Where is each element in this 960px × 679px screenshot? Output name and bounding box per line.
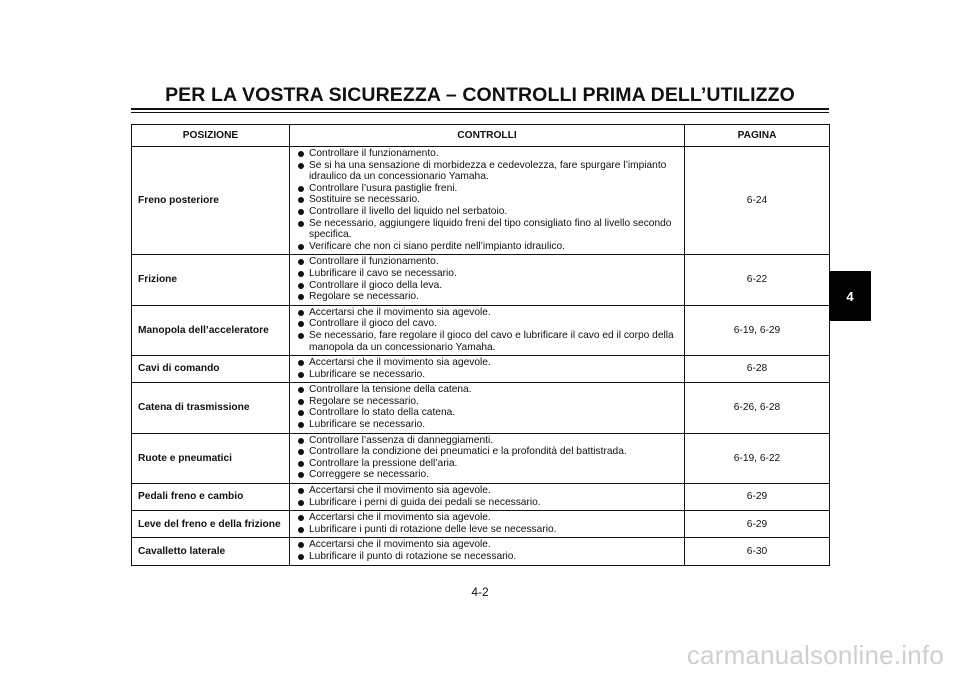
bullet-icon <box>298 554 304 560</box>
list-item <box>298 524 680 536</box>
bullet-icon <box>298 259 304 265</box>
control-text: Accertarsi che il movimento sia agevole. <box>309 306 491 318</box>
page-reference-cell: 6-26, 6-28 <box>685 383 830 433</box>
control-text: Controllare il funzionamento. <box>309 148 439 159</box>
position-cell: Ruote e pneumatici <box>132 433 290 483</box>
page-reference-cell: 6-29 <box>685 484 830 511</box>
control-text: Controllare la pressione dell’aria. <box>309 457 458 469</box>
title-underline <box>131 108 829 110</box>
column-header-page: PAGINA <box>685 125 830 147</box>
bullet-icon <box>298 321 304 327</box>
table-row <box>132 383 830 433</box>
list-item <box>298 407 680 419</box>
control-text: Controllare lo stato della catena. <box>309 407 456 419</box>
controls-cell <box>290 356 685 383</box>
bullet-icon <box>298 515 304 521</box>
control-text: Controllare l’assenza di danneggiamenti. <box>309 434 494 446</box>
list-item <box>298 206 680 218</box>
list-item <box>298 369 680 381</box>
control-text: Accertarsi che il movimento sia agevole. <box>309 357 491 369</box>
table-row <box>132 433 830 483</box>
list-item <box>298 485 680 497</box>
bullet-icon <box>298 310 304 316</box>
bullet-icon <box>298 360 304 366</box>
position-cell: Leve del freno e della frizione <box>132 511 290 538</box>
controls-cell <box>290 433 685 483</box>
position-cell: Catena di trasmissione <box>132 383 290 433</box>
list-item <box>298 291 680 303</box>
bullet-icon <box>298 472 304 478</box>
bullet-icon <box>298 387 304 393</box>
bullet-icon <box>298 333 304 339</box>
list-item <box>298 357 680 369</box>
control-text: Accertarsi che il movimento sia agevole. <box>309 512 491 524</box>
bullet-icon <box>298 500 304 506</box>
position-cell: Manopola dell’acceleratore <box>132 305 290 355</box>
bullet-icon <box>298 283 304 289</box>
column-header-position: POSIZIONE <box>132 125 290 147</box>
page-number: 4-2 <box>471 585 489 599</box>
control-text: Controllare il livello del liquido nel serbatoio. <box>309 205 508 217</box>
control-text: Regolare se necessario. <box>309 395 419 407</box>
control-text: Controllare il gioco della leva. <box>309 279 443 291</box>
position-cell: Frizione <box>132 255 290 305</box>
table-row <box>132 356 830 383</box>
list-item <box>298 148 680 160</box>
chapter-tab: 4 <box>829 271 871 321</box>
bullet-icon <box>298 186 304 192</box>
bullet-icon <box>298 527 304 533</box>
bullet-icon <box>298 542 304 548</box>
list-item <box>298 384 680 396</box>
page-reference-cell: 6-19, 6-29 <box>685 305 830 355</box>
page-reference-cell: 6-24 <box>685 147 830 255</box>
bullet-icon <box>298 244 304 250</box>
table-row <box>132 511 830 538</box>
controls-list <box>298 307 680 353</box>
bullet-icon <box>298 151 304 157</box>
page-reference-cell: 6-19, 6-22 <box>685 433 830 483</box>
page-reference-cell: 6-30 <box>685 538 830 565</box>
bullet-icon <box>298 449 304 455</box>
table-row <box>132 305 830 355</box>
control-text: Controllare la condizione dei pneumatici e la profondità del battistrada. <box>309 446 627 458</box>
pre-operation-checklist-table <box>131 124 830 566</box>
controls-cell <box>290 383 685 433</box>
table-row <box>132 147 830 255</box>
controls-list <box>298 539 680 562</box>
list-item <box>298 160 680 183</box>
table-row <box>132 255 830 305</box>
title-underline-thin <box>131 112 829 113</box>
controls-list <box>298 485 680 508</box>
bullet-icon <box>298 410 304 416</box>
control-text: Controllare il gioco del cavo. <box>309 318 437 330</box>
list-item <box>298 330 680 353</box>
list-item <box>298 435 680 447</box>
list-item <box>298 183 680 195</box>
controls-list <box>298 357 680 380</box>
bullet-icon <box>298 488 304 494</box>
controls-list <box>298 256 680 302</box>
controls-list <box>298 384 680 430</box>
bullet-icon <box>298 372 304 378</box>
control-text: Controllare la tensione della catena. <box>309 384 472 396</box>
bullet-icon <box>298 197 304 203</box>
controls-list <box>298 512 680 535</box>
control-text: Accertarsi che il movimento sia agevole. <box>309 485 491 497</box>
bullet-icon <box>298 422 304 428</box>
bullet-icon <box>298 399 304 405</box>
controls-list <box>298 435 680 481</box>
list-item <box>298 512 680 524</box>
control-text: Regolare se necessario. <box>309 291 419 303</box>
bullet-icon <box>298 163 304 169</box>
control-text: Controllare il funzionamento. <box>309 256 439 268</box>
list-item <box>298 194 680 206</box>
control-text: Se si ha una sensazione di morbidezza e cedevolezza, fare spurgare l’impianto idraulico da un concessionario Yamaha. <box>309 159 667 183</box>
page-reference-cell: 6-22 <box>685 255 830 305</box>
control-text: Lubrificare se necessario. <box>309 368 426 380</box>
list-item <box>298 551 680 563</box>
position-cell: Pedali freno e cambio <box>132 484 290 511</box>
table-row <box>132 538 830 565</box>
position-cell: Cavalletto laterale <box>132 538 290 565</box>
list-item <box>298 419 680 431</box>
controls-cell <box>290 255 685 305</box>
list-item <box>298 458 680 470</box>
watermark: carmanualsonline.info <box>686 640 944 670</box>
list-item <box>298 446 680 458</box>
page-title: PER LA VOSTRA SICUREZZA – CONTROLLI PRIMA DELL’UTILIZZO <box>165 84 795 106</box>
page-reference-cell: 6-29 <box>685 511 830 538</box>
list-item <box>298 256 680 268</box>
control-text: Se necessario, fare regolare il gioco del cavo e lubrificare il cavo ed il corpo della manopola da un concessionario Yamaha. <box>309 329 674 353</box>
controls-cell <box>290 511 685 538</box>
list-item <box>298 539 680 551</box>
control-text: Sostituire se necessario. <box>309 194 420 206</box>
control-text: Se necessario, aggiungere liquido freni del tipo consigliato fino al livello secondo specifica. <box>309 217 672 241</box>
bullet-icon <box>298 271 304 277</box>
position-cell: Cavi di comando <box>132 356 290 383</box>
control-text: Lubrificare il punto di rotazione se necessario. <box>309 551 517 562</box>
control-text: Correggere se necessario. <box>309 469 430 481</box>
bullet-icon <box>298 209 304 215</box>
list-item <box>298 318 680 330</box>
control-text: Lubrificare i perni di guida dei pedali se necessario. <box>309 496 541 508</box>
bullet-icon <box>298 294 304 300</box>
bullet-icon <box>298 438 304 444</box>
bullet-icon <box>298 461 304 467</box>
table-row <box>132 484 830 511</box>
list-item <box>298 469 680 481</box>
list-item <box>298 218 680 241</box>
list-item <box>298 307 680 319</box>
table-body <box>132 147 830 566</box>
column-header-controls: CONTROLLI <box>290 125 685 147</box>
page-reference-cell: 6-28 <box>685 356 830 383</box>
list-item <box>298 280 680 292</box>
bullet-icon <box>298 221 304 227</box>
position-cell: Freno posteriore <box>132 147 290 255</box>
list-item <box>298 396 680 408</box>
control-text: Lubrificare se necessario. <box>309 419 426 431</box>
control-text: Lubrificare il cavo se necessario. <box>309 267 457 279</box>
control-text: Lubrificare i punti di rotazione delle leve se necessario. <box>309 523 557 535</box>
controls-cell <box>290 305 685 355</box>
list-item <box>298 268 680 280</box>
control-text: Accertarsi che il movimento sia agevole. <box>309 539 491 551</box>
controls-cell <box>290 147 685 255</box>
controls-cell <box>290 538 685 565</box>
list-item <box>298 241 680 253</box>
table-header-row <box>132 125 830 147</box>
control-text: Controllare l’usura pastiglie freni. <box>309 182 458 194</box>
list-item <box>298 497 680 509</box>
controls-list <box>298 148 680 252</box>
controls-cell <box>290 484 685 511</box>
control-text: Verificare che non ci siano perdite nell’impianto idraulico. <box>309 240 565 252</box>
